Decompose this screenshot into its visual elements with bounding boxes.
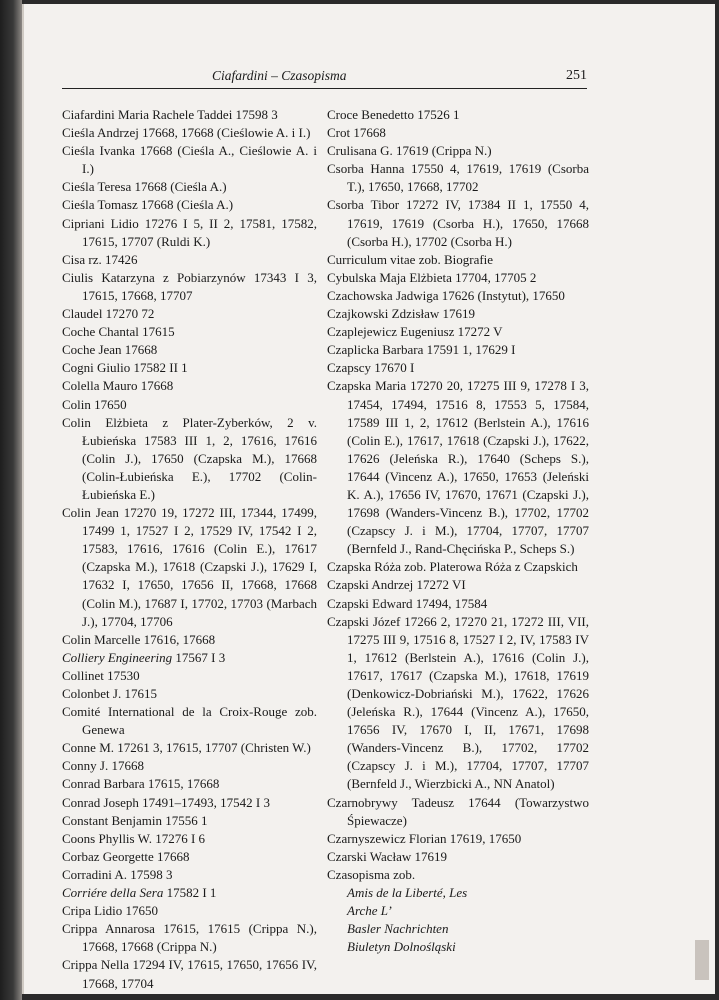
index-entry: [62, 866, 317, 884]
index-subentry: Arche L’: [347, 903, 392, 919]
index-entry: [62, 414, 317, 504]
entry-text: Crippa Nella 17294 IV, 17615, 17650, 17656 IV, 17668, 17704: [62, 957, 317, 991]
index-entry: [62, 504, 317, 631]
entry-text: Czachowska Jadwiga 17626 (Instytut), 17650: [327, 287, 565, 303]
header-title: Ciafardini – Czasopisma: [212, 68, 347, 83]
entry-text: Czapska Maria 17270 20, 17275 III 9, 17278 I 3, 17454, 17494, 17516 8, 17553 5, 17584, 17589 III 1, 2, 17612 (Berlstein A.), 17616 (Colin E.), 17617, 17618 (Czapski J.), 17622, 17626 (Jeleńska R.), 17640 (Scheps S.), 17644 (Vincenz A.), 17650, 17653 (Jeleński K. A.), 17656 IV, 17670, 17671 (Czapski J.), 17698 (Wanders-Vincenz B.), 17702, 17702 (Czapscy J. i M.), 17704, 17707, 17707 (Bernfeld J., Rand-Chęcińska P., Scheps S.): [327, 378, 589, 557]
index-entry: [62, 323, 317, 341]
index-entry: [62, 377, 317, 395]
entry-text: Czapski Edward 17494, 17584: [327, 595, 488, 611]
entry-text: Cisa rz. 17426: [62, 251, 138, 267]
index-entry: [327, 124, 589, 142]
entry-text: Cipriani Lidio 17276 I 5, II 2, 17581, 17582, 17615, 17707 (Ruldi K.): [62, 215, 317, 249]
entry-text: Collinet 17530: [62, 667, 140, 683]
index-entry: [62, 341, 317, 359]
index-entry: [327, 341, 589, 359]
running-header: [62, 68, 587, 89]
entry-title-italic: Corriére della Sera: [62, 885, 164, 901]
index-entry: [62, 739, 317, 757]
entry-text: Croce Benedetto 17526 1: [327, 107, 460, 122]
index-entry: [62, 124, 317, 142]
entry-text: Coons Phyllis W. 17276 I 6: [62, 830, 206, 846]
index-entry: [327, 196, 589, 250]
entry-text: Colin Elżbieta z Plater-Zyberków, 2 v. Łubieńska 17583 III 1, 2, 17616, 17616 (Colin J.), 17650 (Czapska M.), 17668 (Colin-Łubieńska E.), 17702 (Colin-Łubieńska E.): [62, 414, 317, 502]
entry-text: Cieśla Ivanka 17668 (Cieśla A., Cieślowie A. i I.): [62, 143, 317, 177]
index-entry: [62, 956, 317, 992]
entry-text: Csorba Hanna 17550 4, 17619, 17619 (Csorba T.), 17650, 17668, 17702: [327, 161, 589, 195]
entry-text: 17567 I 3: [172, 649, 226, 665]
index-entry: [327, 305, 589, 323]
entry-text: Czapski Andrzej 17272 VI: [327, 577, 466, 593]
entry-text: Colin Jean 17270 19, 17272 III, 17344, 17499, 17499 1, 17527 I 2, 17529 IV, 17542 I 2, 17583, 17616, 17616 (Colin E.), 17617 (Czapska M.), 17618 (Czapski J.), 17629 I, 17632 I, 17650, 17656 II, 17668, 17668 (Colin M.), 17687 I, 17702, 17703 (Marbach J.), 17704, 17706: [62, 505, 317, 629]
index-subentry: Biuletyn Dolnośląski: [347, 939, 456, 955]
index-entry: [62, 685, 317, 703]
index-entry: [327, 794, 589, 830]
page-number: 251: [566, 68, 587, 83]
index-entry: [327, 269, 589, 287]
entry-text: Ciulis Katarzyna z Pobiarzynów 17343 I 3, 17615, 17668, 17707: [62, 269, 317, 303]
entry-text: Claudel 17270 72: [62, 306, 155, 322]
entry-text: Colonbet J. 17615: [62, 686, 157, 701]
entry-title-italic: Colliery Engineering: [62, 649, 173, 665]
index-entry: [62, 631, 317, 649]
entry-text: Crippa Annarosa 17615, 17615 (Crippa N.), 17668, 17668 (Crippa N.): [62, 921, 317, 955]
index-entry: [62, 178, 317, 196]
index-entry: [62, 794, 317, 812]
entry-text: Czarski Wacław 17619: [327, 848, 448, 864]
entry-text: 17582 I 1: [163, 885, 217, 901]
entry-text: Colin 17650: [62, 396, 127, 412]
entry-text: Cieśla Andrzej 17668, 17668 (Cieślowie A. i I.): [62, 125, 311, 141]
entry-text: Cieśla Teresa 17668 (Cieśla A.): [62, 179, 227, 195]
index-entry: [327, 613, 589, 794]
index-entry: [62, 667, 317, 685]
index-entry: [62, 305, 317, 323]
index-entry: [327, 576, 589, 594]
entry-text: Czarnyszewicz Florian 17619, 17650: [327, 830, 522, 846]
book-spine: [0, 0, 22, 1000]
page-edge-mark: [695, 940, 709, 980]
entry-text: Czaplicka Barbara 17591 1, 17629 I: [327, 342, 516, 358]
entry-text: Curriculum vitae zob. Biografie: [327, 251, 494, 267]
index-entry: [62, 812, 317, 830]
entry-text: Czaplejewicz Eugeniusz 17272 V: [327, 324, 503, 340]
entry-text: Cogni Giulio 17582 II 1: [62, 360, 188, 376]
index-entry: [62, 830, 317, 848]
entry-text: Czapscy 17670 I: [327, 360, 415, 376]
entry-text: Crot 17668: [327, 125, 386, 141]
index-entry: [62, 251, 317, 269]
entry-text: Cybulska Maja Elżbieta 17704, 17705 2: [327, 269, 537, 285]
entry-text: Cieśla Tomasz 17668 (Cieśla A.): [62, 197, 234, 213]
entry-text: Cripa Lidio 17650: [62, 903, 159, 919]
index-entry: [62, 902, 317, 920]
index-entry: [62, 757, 317, 775]
book-page: [22, 4, 715, 994]
entry-text: Conrad Barbara 17615, 17668: [62, 776, 220, 792]
index-entry: [62, 775, 317, 793]
entry-text: Czasopisma zob.: [327, 866, 416, 882]
index-entry: [62, 884, 317, 902]
entry-text: Coche Jean 17668: [62, 342, 158, 358]
entry-text: Conny J. 17668: [62, 758, 144, 774]
index-entry: [327, 848, 589, 866]
index-column-left: [62, 106, 317, 993]
index-entry: [62, 106, 317, 124]
entry-text: Czajkowski Zdzisław 17619: [327, 306, 476, 322]
index-entry: [62, 848, 317, 866]
entry-text: Coche Chantal 17615: [62, 324, 175, 340]
index-entry: [62, 396, 317, 414]
entry-text: Czapski Józef 17266 2, 17270 21, 17272 III, VII, 17275 III 9, 17516 8, 17527 I 2, IV, 17583 IV 1, 17612 (Berlstein A.), 17616 (Colin J.), 17617, 17617 (Czapska M.), 17618, 17619 (Denkowicz-Dobriański M.), 17622, 17626 (Jeleńska R.), 17644 (Vincenz A.), 17650, 17656 IV, 17670 I, II, 17671, 17698 (Wanders-Vincenz B.), 17702, 17702 (Czapscy J. i M.), 17704, 17707, 17707 (Bernfeld J., Wierzbicki A., NN Anatol): [327, 613, 589, 792]
index-entry: [327, 558, 589, 576]
index-entry: [62, 215, 317, 251]
index-entry: [327, 106, 589, 124]
entry-text: Czapska Róża zob. Platerowa Róża z Czapskich: [327, 559, 578, 575]
index-entry: [327, 160, 589, 196]
index-entry: [62, 703, 317, 739]
index-entry: [327, 287, 589, 305]
index-subentry: Basler Nachrichten: [347, 921, 449, 937]
index-entry: [327, 377, 589, 558]
entry-text: Conrad Joseph 17491–17493, 17542 I 3: [62, 794, 270, 810]
index-entry: [62, 269, 317, 305]
index-entry: [327, 251, 589, 269]
entry-text: Ciafardini Maria Rachele Taddei 17598 3: [62, 107, 278, 122]
entry-text: Crulisana G. 17619 (Crippa N.): [327, 143, 492, 159]
index-entry: [62, 196, 317, 214]
index-subentry: Amis de la Liberté, Les: [347, 885, 468, 901]
entry-text: Colella Mauro 17668: [62, 378, 174, 394]
index-entry: [62, 920, 317, 956]
entry-text: Czarnobrywy Tadeusz 17644 (Towarzystwo Śpiewacze): [327, 794, 589, 828]
index-entry: [327, 866, 589, 884]
entry-text: Comité International de la Croix-Rouge zob. Genewa: [62, 704, 317, 738]
entry-text: Csorba Tibor 17272 IV, 17384 II 1, 17550 4, 17619, 17619 (Csorba H.), 17650, 17668 (Csorba H.), 17702 (Csorba H.): [327, 197, 589, 249]
index-entry: [327, 323, 589, 341]
index-column-right: [327, 106, 589, 956]
index-entry: [327, 830, 589, 848]
entry-text: Colin Marcelle 17616, 17668: [62, 631, 216, 647]
index-entry: [62, 359, 317, 377]
index-entry: [327, 359, 589, 377]
index-entry: [327, 595, 589, 613]
index-entry: [62, 649, 317, 667]
index-entry: [62, 142, 317, 178]
index-entry: [327, 142, 589, 160]
entry-text: Corradini A. 17598 3: [62, 866, 173, 882]
entry-text: Constant Benjamin 17556 1: [62, 812, 208, 828]
entry-text: Conne M. 17261 3, 17615, 17707 (Christen W.): [62, 740, 311, 756]
entry-text: Corbaz Georgette 17668: [62, 848, 190, 864]
